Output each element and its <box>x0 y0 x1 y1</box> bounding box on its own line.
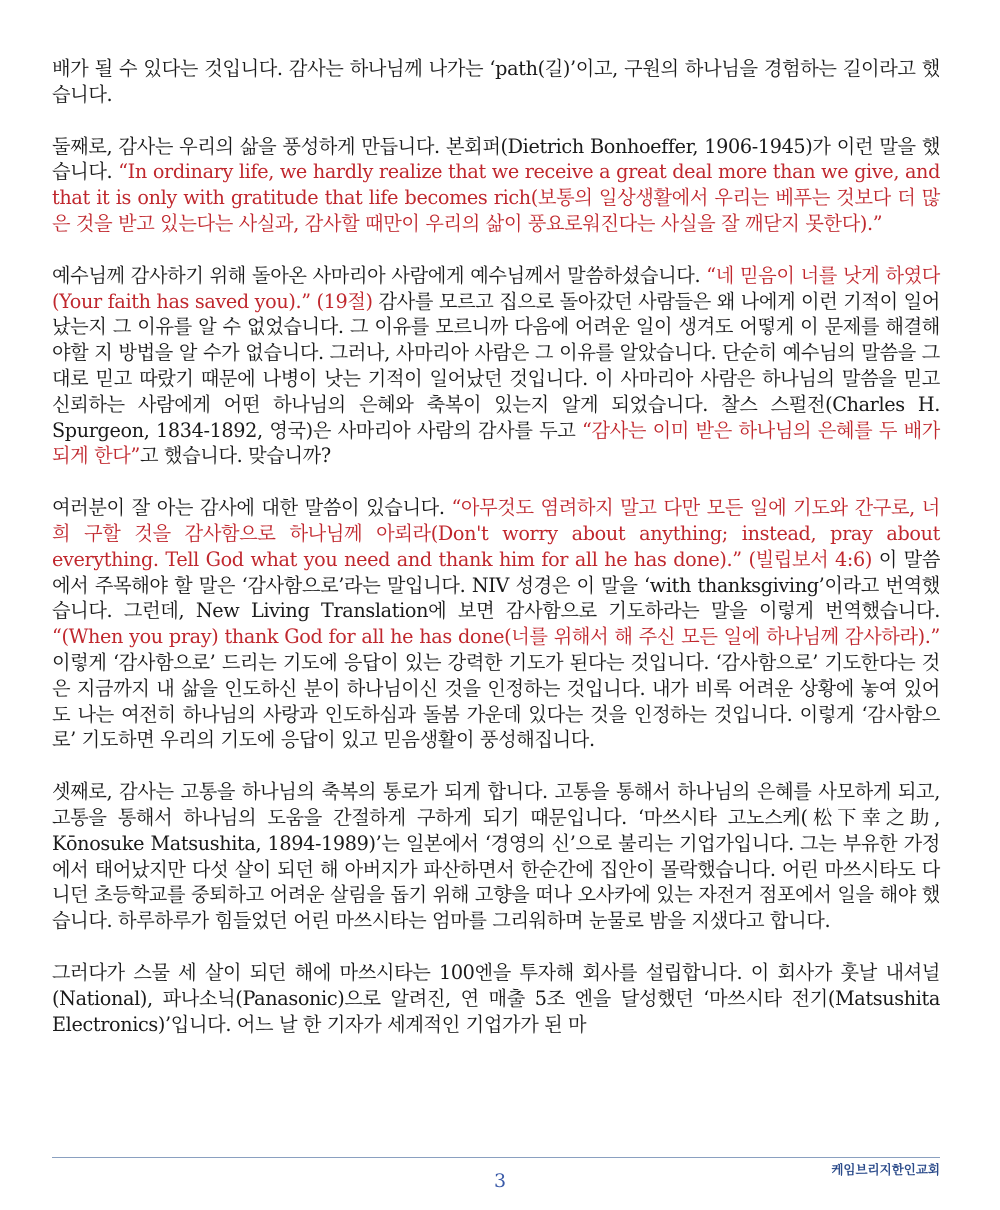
text-run: 예수님께 감사하기 위해 돌아온 사마리아 사람에게 예수님께서 말씀하셨습니다. <box>52 263 707 287</box>
text-run: 고 했습니다. 맞습니까? <box>139 444 331 468</box>
quote-run: “(When you pray) thank God for all he has done(너를 위해서 해 주신 모든 일에 하나님께 감사하라).” <box>52 625 940 649</box>
quote-run: “In ordinary life, we hardly realize that we receive a great deal more than we give, and that it is only with gratitude that life becomes rich(보통의 일상생활에서 우리는 베푸는 것보다 더 많은 것을 받고 있는다는 사실과, 감사할 때만이 우리의 삶이 풍요로워진다는 사실을 잘 깨닫지 못한다).” <box>52 160 940 235</box>
church-name: 케임브리지한인교회 <box>831 1162 940 1177</box>
text-run: 여러분이 잘 아는 감사에 대한 말씀이 있습니다. <box>52 496 452 520</box>
text-run: 감사를 모르고 집으로 돌아갔던 사람들은 왜 나에게 이런 기적이 일어났는지 그 이유를 알 수 없었습니다. 그 이유를 모르니까 다음에 어려운 일이 생겨도 어떻게 이 문제를 해결해야할 지 방법을 알 수가 없습니다. 그러나, 사마리아 사람은 그 이유를 알았습니다. 단순히 예수님의 말씀을 그대로 믿고 따랐기 때문에 나병이 낫는 기적이 일어났던 것입니다. 이 사마리아 사람은 하나님의 말씀을 믿고 신뢰하는 사람에게 어떤 하나님의 은혜와 축복이 있는지 알게 되었습니다. 찰스 스펄전(Charles H. Spurgeon, 1834-1892, 영국)은 사마리아 사람의 감사를 두고 <box>52 289 940 442</box>
text-run: 이 말씀에서 주목해야 할 말은 ‘감사함으로’라는 말입니다. NIV 성경은 이 말을 ‘with thanksgiving’이라고 번역했습니다. 그런데, New Living Translation에 보면 감사함으로 기도하라는 말을 이렇게 번역했습니다. <box>52 547 941 623</box>
quote-run: “네 믿음이 너를 낫게 하였다(Your faith has saved you).” (19절) <box>52 263 940 313</box>
paragraph-2 <box>52 134 940 237</box>
text-run: 이렇게 ‘감사함으로’ 드리는 기도에 응답이 있는 강력한 기도가 된다는 것입니다. ‘감사함으로’ 기도한다는 것은 지금까지 내 삶을 인도하신 분이 하나님이신 것을 인정하는 것입니다. 내가 비록 어려운 상황에 놓여 있어도 나는 여전히 하나님의 사랑과 인도하심과 돌봄 가운데 있다는 것을 인정하는 것입니다. 이렇게 ‘감사함으로’ 기도하면 우리의 기도에 응답이 있고 믿음생활이 풍성해집니다. <box>52 650 940 752</box>
quote-run: “감사는 이미 받은 하나님의 은혜를 두 배가 되게 한다” <box>52 418 940 468</box>
quote-run: “아무것도 염려하지 말고 다만 모든 일에 기도와 간구로, 너희 구할 것을 감사함으로 하나님께 아뢰라(Don't worry about anything; instead, pray about everything. Tell God what you need and thank him for all he has done).” (빌립보서 4:6) <box>52 496 940 571</box>
paragraph-4 <box>52 495 940 753</box>
text-run: 배가 될 수 있다는 것입니다. 감사는 하나님께 나가는 ‘path(길)’이고, 구원의 하나님을 경험하는 길이라고 했습니다. <box>52 57 940 106</box>
text-run: 둘째로, 감사는 우리의 삶을 풍성하게 만듭니다. 본회퍼(Dietrich Bonhoeffer, 1906-1945)가 이런 말을 했습니다. <box>52 134 940 184</box>
paragraph-6 <box>52 960 940 1037</box>
paragraph-5 <box>52 779 940 934</box>
document-body <box>52 56 940 1063</box>
page-number: 3 <box>493 1170 507 1192</box>
paragraph-1 <box>52 56 940 108</box>
text-run: 그러다가 스물 세 살이 되던 해에 마쓰시타는 100엔을 투자해 회사를 설립합니다. 이 회사가 훗날 내셔널(National), 파나소닉(Panasonic)으로 알려진, 연 매출 5조 엔을 달성했던 ‘마쓰시타 전기(Matsushita Electronics)’입니다. 어느 날 한 기자가 세계적인 기업가가 된 마 <box>52 960 940 1036</box>
footer-divider <box>52 1157 940 1158</box>
paragraph-3 <box>52 263 940 469</box>
text-run: 셋째로, 감사는 고통을 하나님의 축복의 통로가 되게 합니다. 고통을 통해서 하나님의 은혜를 사모하게 되고, 고통을 통해서 하나님의 도움을 간절하게 구하게 되기 때문입니다. ‘마쓰시타 고노스케(松下幸之助, Kōnosuke Matsushita, 1894-1989)’는 일본에서 ‘경영의 신’으로 불리는 기업가입니다. 그는 부유한 가정에서 태어났지만 다섯 살이 되던 해 아버지가 파산하면서 한순간에 집안이 몰락했습니다. 어린 마쓰시타도 다니던 초등학교를 중퇴하고 어려운 살림을 돕기 위해 고향을 떠나 오사카에 있는 자전거 점포에서 일을 해야 했습니다. 하루하루가 힘들었던 어린 마쓰시타는 엄마를 그리워하며 눈물로 밤을 지샜다고 합니다. <box>52 780 940 933</box>
